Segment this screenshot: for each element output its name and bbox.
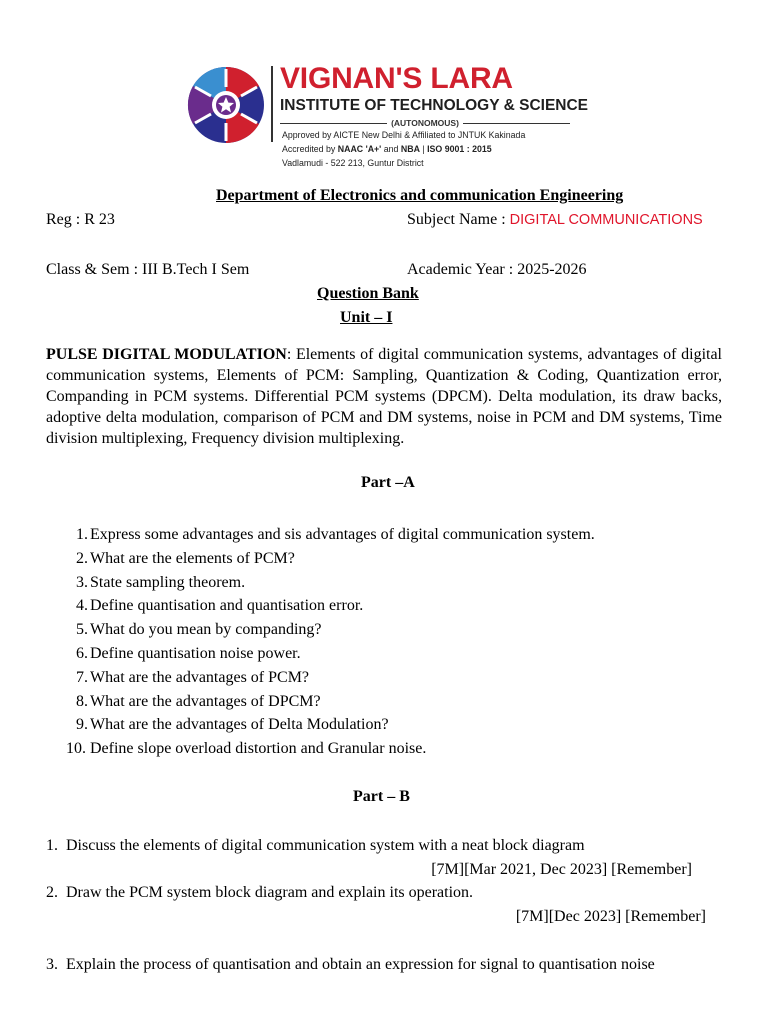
list-item xyxy=(68,594,595,618)
question-text: Explain the process of quantisation and obtain an expression for signal to quantisation noise xyxy=(66,956,655,973)
accreditation-line xyxy=(280,142,570,156)
question-number: 5. xyxy=(76,621,88,639)
question-number: 7. xyxy=(76,668,88,686)
list-item xyxy=(68,713,595,737)
institute-emblem-icon xyxy=(186,65,266,145)
question-number: 4. xyxy=(76,597,88,615)
part-b-question xyxy=(46,955,655,975)
question-number: 6. xyxy=(76,644,88,662)
list-item xyxy=(68,666,595,690)
question-text: Define slope overload distortion and Granular noise. xyxy=(90,740,427,758)
question-number: 1. xyxy=(76,526,88,543)
question-text: State sampling theorem. xyxy=(90,573,246,591)
part-b-question xyxy=(46,836,585,856)
question-bank-title: Question Bank xyxy=(317,285,419,302)
address-line: Vadlamudi - 522 213, Guntur District xyxy=(282,158,424,168)
autonomous-label xyxy=(280,118,570,128)
list-item xyxy=(68,618,595,642)
list-item xyxy=(68,690,595,714)
part-a-title: Part –A xyxy=(361,474,415,491)
question-number: 3. xyxy=(46,956,58,973)
question-text: What are the advantages of Delta Modulation? xyxy=(90,716,389,734)
reg-label: Reg : R 23 xyxy=(46,211,115,228)
autonomous-rule-left xyxy=(280,123,387,124)
question-number: 2. xyxy=(46,884,58,901)
syllabus-heading: PULSE DIGITAL MODULATION xyxy=(46,346,287,363)
question-text: Define quantisation noise power. xyxy=(90,644,301,662)
syllabus-text: : Elements of digital communication systems, advantages of digital communication systems, Elements of PCM: Sampling, Quantization & Coding, Quantization error, Companding in PCM systems. Differential PCM systems (DPCM). Delta modulation, its draw backs, adoptive delta modulation, comparison of PCM and DM systems, noise in PCM and DM systems, Time division multiplexing, Frequency division multiplexing. xyxy=(46,346,723,447)
accredited-and: and xyxy=(381,144,401,154)
accredited-naac: NAAC 'A+' xyxy=(337,144,382,154)
question-text: What are the elements of PCM? xyxy=(90,549,295,567)
syllabus-paragraph xyxy=(46,344,722,449)
list-item xyxy=(68,571,595,595)
list-item xyxy=(68,523,595,547)
question-text: Draw the PCM system block diagram and explain its operation. xyxy=(66,884,474,901)
question-number: 9. xyxy=(76,716,88,734)
approval-line: Approved by AICTE New Delhi & Affiliated to JNTUK Kakinada xyxy=(282,130,526,140)
question-text: Define quantisation and quantisation error. xyxy=(90,597,364,615)
question-number: 8. xyxy=(76,692,88,710)
question-text: Discuss the elements of digital communication system with a neat block diagram xyxy=(66,837,585,854)
question-number: 1. xyxy=(46,837,58,854)
accredited-nba: NBA xyxy=(400,144,420,154)
question-meta: [7M][Dec 2023] [Remember] xyxy=(515,908,706,925)
unit-title: Unit – I xyxy=(340,309,393,326)
question-text: What are the advantages of DPCM? xyxy=(90,692,321,710)
class-sem: Class & Sem : III B.Tech I Sem xyxy=(46,261,250,278)
accredited-iso: ISO 9001 : 2015 xyxy=(427,144,492,154)
list-item xyxy=(68,642,595,666)
subject-value: DIGITAL COMMUNICATIONS xyxy=(509,212,703,228)
part-b-title: Part – B xyxy=(353,788,410,805)
autonomous-rule-right xyxy=(463,123,570,124)
list-item xyxy=(68,547,595,571)
question-number: 10. xyxy=(66,740,86,758)
question-number: 2. xyxy=(76,549,88,567)
institute-logo xyxy=(186,62,589,180)
accredited-prefix: Accredited by xyxy=(282,144,338,154)
part-b-question xyxy=(46,883,473,903)
logo-divider xyxy=(271,66,273,142)
logo-text xyxy=(280,62,589,170)
question-number: 3. xyxy=(76,573,88,591)
academic-year: Academic Year : 2025-2026 xyxy=(407,261,587,278)
subject-label: Subject Name : xyxy=(407,211,510,228)
question-text: What do you mean by companding? xyxy=(90,621,322,639)
question-meta: [7M][Mar 2021, Dec 2023] [Remember] xyxy=(431,861,692,878)
question-text: Express some advantages and sis advantages of digital communication system. xyxy=(90,526,595,543)
list-item xyxy=(68,737,595,761)
part-a-questions xyxy=(68,523,595,761)
question-text: What are the advantages of PCM? xyxy=(90,668,310,686)
subject-name xyxy=(407,210,703,230)
autonomous-text: (AUTONOMOUS) xyxy=(391,118,459,128)
institute-name: VIGNAN'S LARA xyxy=(280,62,513,95)
accredited-separator: | xyxy=(419,144,428,154)
department-title: Department of Electronics and communication Engineering xyxy=(216,187,624,204)
institute-subtitle: INSTITUTE OF TECHNOLOGY & SCIENCE xyxy=(280,97,589,114)
